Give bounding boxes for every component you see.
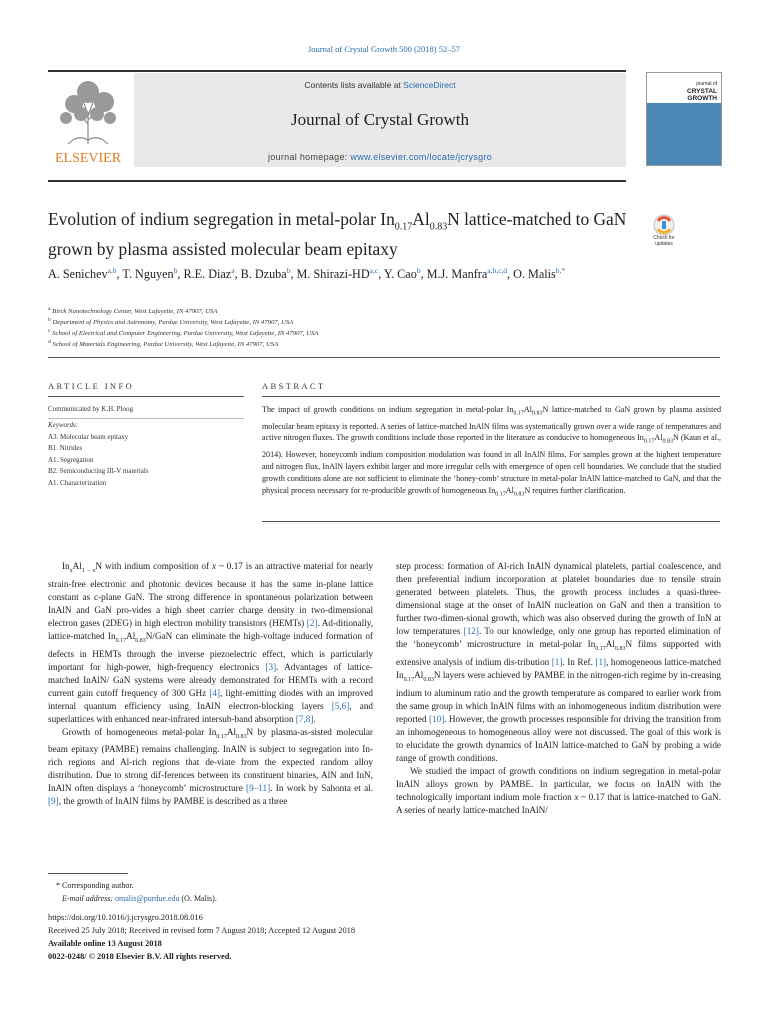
author-list: A. Senichev$^{a,b}$, T. Nguyen$^b$, R.E. Diaz$^a$, B. Dzuba$^b$, M. Shirazi-HD$^{a,c}$, Y. Cao$^b$, M.J. Manfra$^{a,b,c,d}$, O. Malis$^{b,*}$ [48, 266, 566, 282]
homepage-prefix: journal homepage: [267, 152, 351, 162]
affiliation-mark: a [48, 306, 51, 312]
affiliation-text: Birck Nanotechnology Center, West Lafayette, IN 47907, USA [52, 308, 218, 316]
affiliation-text: School of Materials Engineering, Purdue University, West Lafayette, IN 47907, USA [52, 341, 279, 349]
abstract-rule [262, 396, 720, 397]
affiliation-rule [48, 357, 720, 358]
cover-line2: CRYSTAL [687, 88, 717, 95]
elsevier-logo [48, 74, 128, 166]
body-column-right: step process: formation of Al-rich InAlN dynamical platelets, partial coalescence, and then preferential indium incorporation at platelet boundaries due to tensile strain generated between platelets. Thus, the growth process includes a quasi-three-dimensional stage at the onset of InAlN nucleation on GaN and then a transition to further two-dimen-sional growth, which was also observed during the growth of InN at low temperatures [12]. To our knowledge, only one group has reported elimination of the ‘honeycomb’ microstructure in metal-polar $In_{0.17}Al_{0.83}N$ films supported with extensive analysis of indium dis-tribution [1]. In Ref. [1], homogeneous lattice-matched $In_{0.17}Al_{0.83}N$ layers were achieved by PAMBE in the nitrogen-rich regime by in-creasing indium to aluminum ratio and the growth temperature as compared to earlier work from the same group in which InAlN films with an inhomogeneous indium distribution were reported [10]. However, the growth processes responsible for driving the transition from an inhomogeneous to homogeneous alloy were not discussed. The goal of this work is to elucidate the growth dynamics of InAlN lattice-matched to GaN by probing a wide range of growth conditions. We studied the impact of growth conditions on indium segregation in metal-polar InAlN alloys grown by PAMBE. In particular, we focus on InAlN with the technologically important indium mole fraction x ~ 0.17 that is lattice-matched to GaN. A series of nearly lattice-matched InAlN/ [396, 561, 722, 815]
email-note [62, 894, 217, 903]
contents-line [134, 80, 626, 90]
journal-name: Journal of Crystal Growth [290, 110, 469, 129]
journal-citation[interactable]: Journal of Crystal Growth 500 (2018) 52–57 [307, 44, 461, 54]
affiliation-mark: c [48, 328, 51, 334]
check-label-line2: updates [655, 241, 673, 247]
contents-prefix: Contents lists available at [304, 80, 404, 90]
header-bottom-rule [48, 180, 626, 182]
journal-cover-thumbnail[interactable] [646, 72, 722, 166]
affiliation-text: School of Electrical and Computer Engineering, Purdue University, West Lafayette, IN 47907, USA [52, 330, 319, 338]
check-label-line1: Check for [653, 235, 675, 241]
check-for-updates-label [644, 235, 684, 247]
header-top-rule [48, 70, 626, 72]
elsevier-wordmark: ELSEVIER [54, 151, 122, 166]
article-info-heading: ARTICLE INFO [48, 381, 135, 391]
email-label: E-mail address: [62, 894, 116, 903]
affiliation-mark: b [48, 317, 51, 323]
homepage-link[interactable]: www.elsevier.com/locate/jcrysgro [350, 152, 493, 162]
affiliation-text: Department of Physics and Astronomy, Purdue University, West Lafayette, IN 47907, USA [52, 319, 294, 327]
copyright: 0022-0248/ © 2018 Elsevier B.V. All rights reserved. [48, 952, 232, 961]
email-link[interactable]: omalis@purdue.edu [115, 894, 180, 903]
cover-line1: journal of [696, 81, 717, 87]
received-dates: Received 25 July 2018; Received in revised form 7 August 2018; Accepted 12 August 2018 [48, 926, 356, 935]
keywords-block [48, 420, 228, 490]
abstract-text: The impact of growth conditions on indium segregation in metal-polar $In_{0.17}Al_{0.83}N$ lattice-matched to GaN grown by plasma assisted molecular beam epitaxy is reported. A series of lattice-matched InAlN films was systematically grown over a wide range of temperatures and active nitrogen fluxes. The growth conditions include those reported in the literature as conducive to homogeneous $In_{0.17}Al_{0.83}N$ (Kaun et al., 2014). However, honeycomb indium composition modulation was found in all InAlN films. For samples grown at the highest temperature and nitrogen flux, InAlN layers exhibit larger and more irregular cells with emergence of open cell boundaries. We conclude that the studied growth conditions alone are not sufficient to eliminate the ‘honey-comb’ structure in metal-polar InAlN lattice-matched to GaN, and that the physical process necessary for re-producible growth of homogeneous $In_{0.17}Al_{0.83}N$ requires further clarification. [262, 405, 721, 498]
abstract-bottom-rule [262, 521, 720, 522]
abstract-heading: ABSTRACT [262, 381, 326, 391]
cover-title [687, 80, 717, 102]
affiliation-c [48, 328, 648, 337]
footnote-rule [48, 873, 128, 874]
keyword: A1. Characterization [48, 478, 107, 487]
body-column-left: $In_xAl_{1 - x}N$ with indium composition of x ~ 0.17 is an attractive material for nearly strain-free electronic and photonic devices because it has the same in-plane lattice constant as c-plane GaN. The strong difference in spontaneous polarization between InAlN and GaN pro-vides a high sheet carrier charge density in two-dimensional electron gases (2DEG) in high electron mobility transistors (HEMTs) [2]. Ad-ditionally, lattice-matched $In_{0.17}Al_{0.83}N$/GaN can eliminate the high-voltage induced formation of defects in HEMTs through the inverse piezoelectric effect, which is particularly important for high-power, high-frequency electronics [3]. Advantages of lattice-matched InAlN/ GaN systems were already demonstrated for HEMTs with a record current gain cutoff frequency of 300 GHz [4], light-emitting diodes with an improved internal quantum efficiency using InAlN electron-blocking layers [5,6], and superlattices with enhanced near-infrared intersub-band absorption [7,8]. Growth of homogeneous metal-polar $In_{0.17}Al_{0.83}N$ by plasma-as-sisted molecular beam epitaxy (PAMBE) remains challenging. InAlN is subject to segregation into In-rich regions and Al-rich regions that de-viate from the expected random alloy distribution. Due to strong dif-ferences between its constituent binaries, AlN and InN, InAlN often displays a ‘honeycomb’ microstructure [9–11]. In work by Sahonta et al. [9], the growth of InAlN films by PAMBE is described as a three [48, 561, 374, 807]
affiliation-mark: d [48, 339, 51, 345]
homepage-line [134, 152, 626, 162]
article-title: Evolution of indium segregation in metal-polar $In_{0.17}Al_{0.83}N$ lattice-matched to GaN grown by plasma assisted molecular beam epitaxy [48, 209, 627, 260]
cover-line3: GROWTH [687, 95, 717, 102]
affiliation-a [48, 306, 648, 315]
communicated-rule [48, 418, 244, 419]
doi-link[interactable]: https://doi.org/10.1016/j.jcrysgro.2018.08.016 [48, 913, 203, 922]
affiliation-b [48, 317, 648, 326]
keywords-label: Keywords: [48, 421, 79, 429]
sciencedirect-link[interactable]: ScienceDirect [403, 80, 456, 90]
article-info-rule [48, 396, 244, 397]
available-online: Available online 13 August 2018 [48, 939, 162, 948]
communicated-by: Communicated by K.H. Ploog [48, 405, 133, 413]
corresponding-author-note: * Corresponding author. [56, 881, 134, 890]
keyword: B2. Semiconducting III-V materials [48, 467, 149, 476]
email-suffix: (O. Malis). [179, 894, 217, 903]
keyword: A1. Segregation [48, 455, 94, 464]
keyword: B1. Nitrides [48, 444, 83, 453]
keyword: A3. Molecular beam epitaxy [48, 432, 129, 441]
affiliation-d [48, 339, 648, 348]
